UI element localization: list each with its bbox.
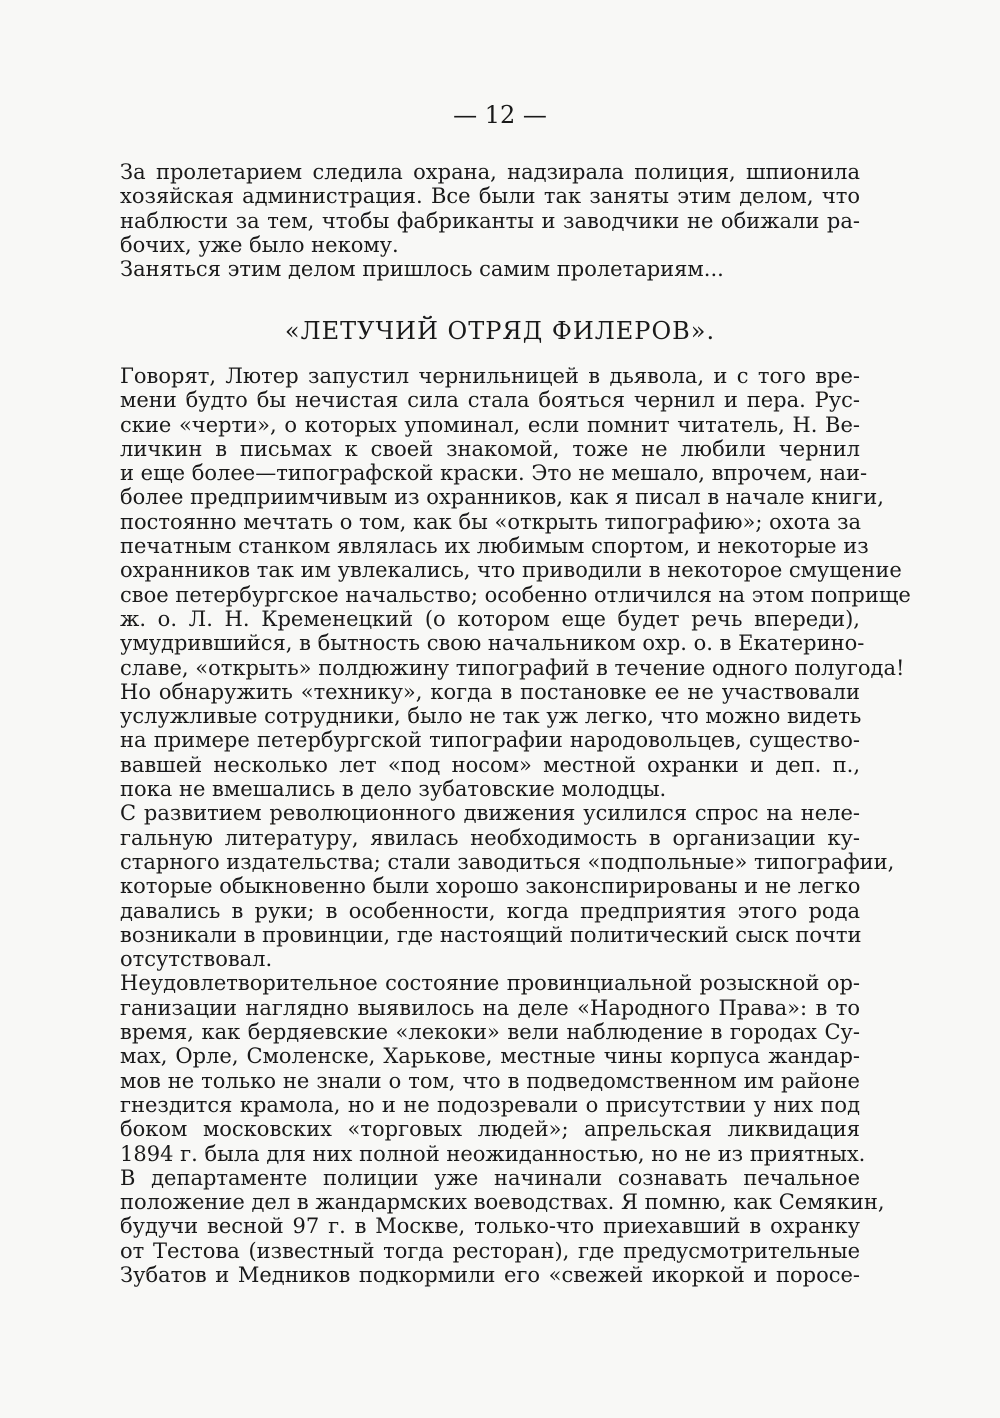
text-line: За пролетарием следила охрана, надзирала полиция, шпионила [120,160,860,184]
text-line: пока не вмешались в дело зубатовские молодцы. [120,777,667,802]
text-line: более предприимчивым из охранников, как я писал в начале книги, [120,485,884,510]
text-line: хозяйская администрация. Все были так заняты этим делом, что [120,184,860,209]
text-line: ганизации наглядно выявилось на деле «Народного Права»: в то [120,995,860,1020]
text-line: Но обнаружить «технику», когда в постановке ее не участвовали [120,679,860,704]
text-line: постоянно мечтать о том, как бы «открыть типографию»; охота за [120,509,862,534]
text-line: положение дел в жандармских воеводствах. Я помню, как Семякин, [120,1190,885,1215]
section-heading: «ЛЕТУЧИЙ ОТРЯД ФИЛЕРОВ». [284,317,716,345]
text-line: С развитием революционного движения усилился спрос на неле- [120,801,860,826]
text-line: будучи весной 97 г. в Москве, только-что приехавший в охранку [120,1214,860,1239]
text-line: личкин в письмах к своей знакомой, тоже не любили чернил [120,436,860,461]
text-line: славе, «открыть» полдюжину типографий в течение одного полугода! [120,655,905,680]
text-line: мов не только не знали о том, что в подведомственном им районе [120,1068,860,1093]
text-line: услужливые сотрудники, было не так уж легко, что можно видеть [120,704,862,729]
text-line: умудрившийся, в бытность свою начальником охр. о. в Екатерино- [120,631,865,656]
text-line: ж. о. Л. Н. Кременецкий (о котором еще будет речь впереди), [120,606,860,631]
text-line: от Тестова (известный тогда ресторан), где предусмотрительные [120,1238,860,1263]
text-line: давались в руки; в особенности, когда предприятия этого рода [120,898,860,923]
text-line: возникали в провинции, где настоящий политический сыск почти [120,922,862,947]
text-line: бочих, уже было некому. [120,232,399,257]
text-line: и еще более—типографской краски. Это не мешало, впрочем, наи- [120,461,868,486]
text-line: свое петербургское начальство; особенно отличился на этом поприще [120,582,911,607]
text-line: вавшей несколько лет «под носом» местной охранки и деп. п., [120,752,860,777]
text-line: В департаменте полиции уже начинали сознавать печальное [120,1165,860,1190]
text-line: отсутствовал. [120,947,273,972]
text-line: Неудовлетворительное состояние провинциальной розыскной ор- [120,971,860,996]
text-line: мени будто бы нечистая сила стала бояться чернил и пера. Рус- [120,388,860,413]
text-line: боком московских «торговых людей»; апрельская ликвидация [120,1117,860,1142]
text-line: печатным станком являлась их любимым спортом, и некоторые из [120,534,869,559]
text-line: охранников так им увлекались, что приводили в некоторое смущение [120,558,902,583]
text-line: 1894 г. была для них полной неожиданностью, но не из приятных. [120,1141,866,1166]
text-line: на примере петербургской типографии народовольцев, существо- [120,728,860,753]
text-line: которые обыкновенно были хорошо законспирированы и не легко [120,874,861,899]
page-number: — 12 — [453,101,547,129]
text-line: Заняться этим делом пришлось самим пролетариям... [120,257,724,282]
text-line: Зубатов и Медников подкормили его «свежей икоркой и поросе- [120,1262,860,1287]
text-line: ские «черти», о которых упоминал, если помнит читатель, Н. Ве- [120,412,860,437]
text-line: мах, Орле, Смоленске, Харькове, местные чины корпуса жандар- [120,1044,860,1069]
text-line: время, как бердяевские «лекоки» вели наблюдение в городах Су- [120,1020,860,1045]
text-line: наблюсти за тем, чтобы фабриканты и заводчики не обижали ра- [120,208,860,233]
text-line: Говорят, Лютер запустил чернильницей в дьявола, и с того вре- [120,364,860,388]
body-text [120,364,911,1287]
text-line: гнездится крамола, но и не подозревали о присутствии у них под [120,1092,860,1117]
intro-text [120,160,860,281]
text-line: старного издательства; стали заводиться «подпольные» типографии, [120,849,895,874]
text-line: гальную литературу, явилась необходимость в организации ку- [120,825,860,850]
